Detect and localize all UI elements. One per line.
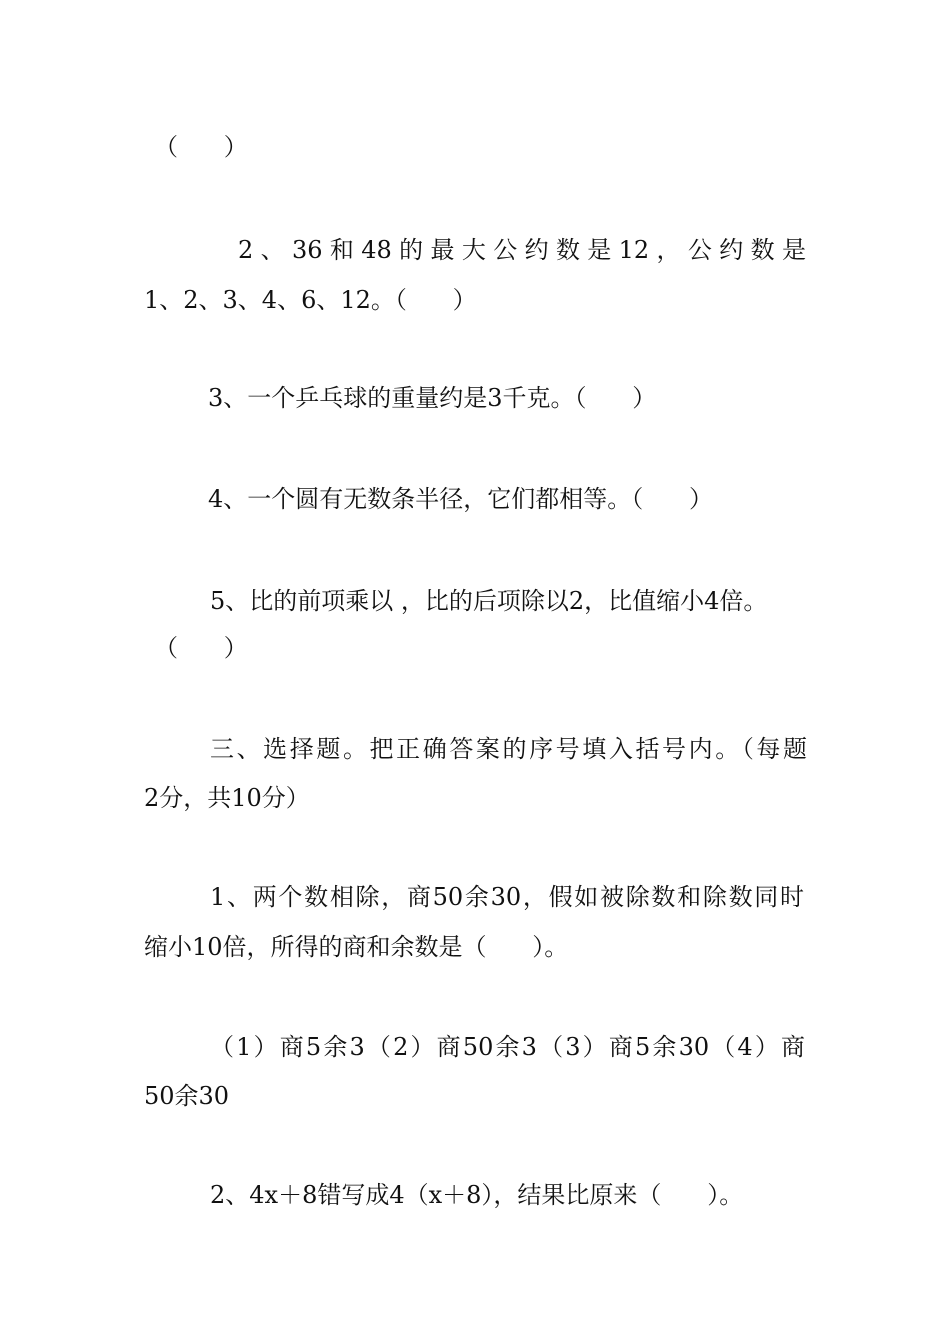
judgment-item-4: 4、一个圆有无数条半径，它们都相等。（ ）: [208, 485, 714, 513]
choice-item-1-line1: 1、两个数相除，商50余30，假如被除数和除数同时: [210, 883, 804, 911]
judgment-item-5-line2: （ ）: [154, 634, 248, 662]
choice-item-2: 2、4x＋8错写成4（x＋8），结果比原来（ ）。: [210, 1181, 744, 1209]
judgment-item-5-line1: 5、比的前项乘以 ，比的后项除以2，比值缩小4倍。: [210, 587, 768, 615]
judgment-item-3: 3、一个乒乓球的重量约是3千克。（ ）: [208, 384, 657, 412]
choice-item-1-line2: 缩小10倍，所得的商和余数是（ ）。: [144, 933, 569, 961]
choice-item-1-options-line1: （1）商5余3（2）商50余3（3）商5余30（4）商: [210, 1033, 805, 1061]
judgment-item-2-line1: 2、36和48的最大公约数是12，公约数是: [238, 236, 806, 264]
answer-paren-line: （ ）: [154, 133, 248, 161]
judgment-item-2-line2: 1、2、3、4、6、12。（ ）: [144, 286, 477, 314]
choice-item-1-options-line2: 50余30: [144, 1082, 230, 1110]
section-3-heading-line2: 2分，共10分）: [144, 784, 310, 812]
section-3-heading-line1: 三、选择题。把正确答案的序号填入括号内。（每题: [210, 735, 807, 763]
